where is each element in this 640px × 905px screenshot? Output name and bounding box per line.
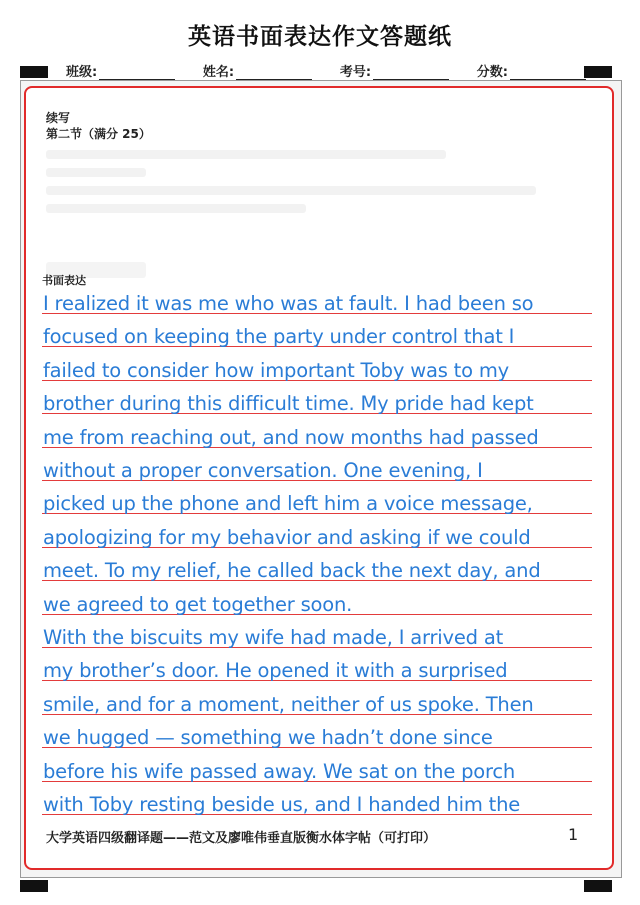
essay-line: we hugged — something we hadn’t done since — [43, 726, 493, 750]
faded-prompt-line — [46, 150, 446, 159]
corner-mark-top-left — [20, 66, 48, 78]
corner-mark-top-right — [584, 66, 612, 78]
info-row — [66, 60, 586, 80]
essay-line: apologizing for my behavior and asking if we could — [43, 525, 531, 549]
score-field — [477, 61, 586, 80]
essay-line: failed to consider how important Toby was to my — [43, 358, 509, 382]
name-blank — [236, 65, 312, 80]
essay-line: picked up the phone and left him a voice message, — [43, 492, 533, 516]
section-type-label: 续写 — [46, 111, 71, 125]
essay-line: my brother’s door. He opened it with a surprised — [43, 659, 508, 683]
corner-mark-bottom-left — [20, 880, 48, 892]
page-title: 英语书面表达作文答题纸 — [188, 24, 452, 50]
corner-mark-bottom-right — [584, 880, 612, 892]
faded-prompt-line — [46, 204, 306, 213]
score-label: 分数: — [476, 65, 508, 80]
name-label: 姓名: — [202, 65, 235, 80]
essay-line: we agreed to get together soon. — [43, 592, 353, 616]
essay-line: before his wife passed away. We sat on the porch — [43, 759, 516, 783]
essay-line: smile, and for a moment, neither of us spoke. Then — [43, 692, 534, 716]
faded-prompt-line — [46, 186, 536, 195]
footer-text: 大学英语四级翻译题——范文及廖唯伟垂直版衡水体字帖（可打印） — [46, 831, 437, 846]
essay-line: without a proper conversation. One evening, I — [43, 459, 483, 482]
essay-line: me from reaching out, and now months had passed — [43, 425, 539, 449]
class-field — [66, 61, 175, 80]
section-part-label: 第二节（满分 25） — [46, 127, 151, 141]
faded-prompt-area — [46, 150, 546, 240]
page-number: 1 — [568, 825, 579, 844]
exam-number-field — [340, 61, 449, 80]
exam-number-label: 考号: — [339, 65, 372, 80]
writing-label: 书面表达 — [42, 274, 86, 287]
essay-line: with Toby resting beside us, and I handed him the — [43, 793, 521, 816]
essay-line: I realized it was me who was at fault. I had been so — [43, 292, 534, 315]
class-label: 班级: — [66, 65, 98, 80]
score-blank — [510, 65, 586, 80]
essay-line: brother during this difficult time. My pride had kept — [43, 392, 534, 416]
class-blank — [99, 65, 175, 80]
essay-line: With the biscuits my wife had made, I arrived at — [43, 626, 504, 649]
name-field — [203, 61, 312, 80]
essay-line: meet. To my relief, he called back the next day, and — [43, 559, 541, 583]
exam-number-blank — [373, 65, 449, 80]
essay-line: focused on keeping the party under control that I — [43, 325, 515, 349]
faded-prompt-line — [46, 168, 146, 177]
